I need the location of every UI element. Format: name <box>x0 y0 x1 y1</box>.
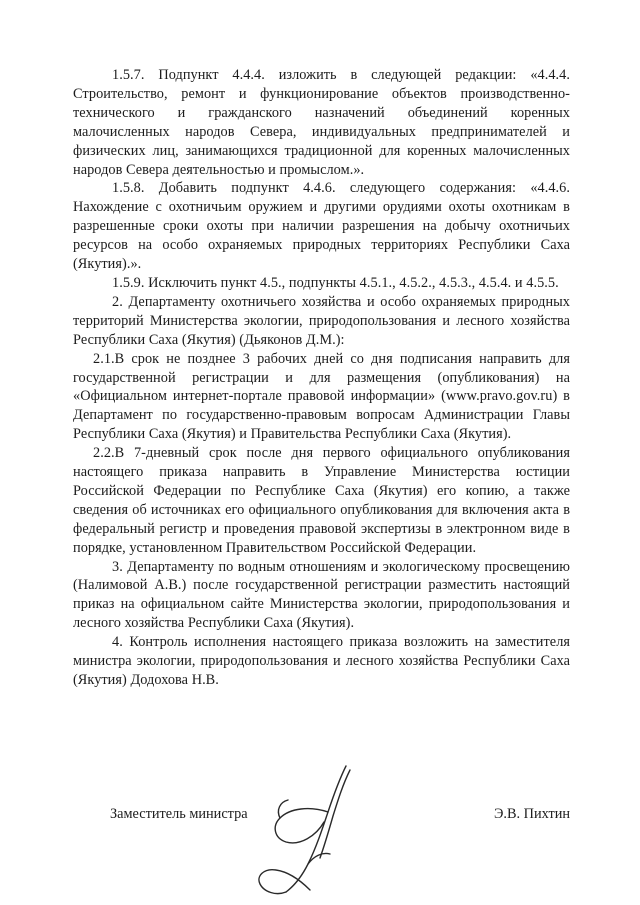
paragraph-1-5-9: 1.5.9. Исключить пункт 4.5., подпункты 4.5.1., 4.5.2., 4.5.3., 4.5.4. и 4.5.5. <box>112 274 559 291</box>
paragraph-2: 2. Департаменту охотничьего хозяйства и особо охраняемых природных территорий Министерства экологии, природопользования и лесного хозяйства Республики Саха (Якутия) (Дьяконов Д.М.): <box>73 293 570 348</box>
paragraph-3: 3. Департаменту по водным отношениям и экологическому просвещению (Налимовой А.В.) после государственной регистрации разместить настоящий приказ на официальном сайте Министерства экологии, природопользования и лесного хозяйства Республики Саха (Якутия). <box>73 558 570 632</box>
paragraph-1-5-7: 1.5.7. Подпункт 4.4.4. изложить в следующей редакции: «4.4.4. Строительство, ремонт и функционирование объектов производственно-технического и гражданского назначений объединений коренных малочисленных народов Севера, индивидуальных предпринимателей и физических лиц, занимающихся традиционной для коренных малочисленных народов Севера деятельностью и промыслом.». <box>73 67 570 178</box>
signatory-position: Заместитель министра <box>110 806 248 822</box>
handwritten-signature <box>250 760 380 900</box>
paragraph-1-5-8: 1.5.8. Добавить подпункт 4.4.6. следующего содержания: «4.4.6. Нахождение с охотничьим оружием и другими орудиями охоты охотникам в разрешенные сроки охоты при наличии разрешения на добычу охотничьих ресурсов на особо охраняемых природных территориях Республики Саха (Якутия).». <box>73 180 570 273</box>
signatory-name: Э.В. Пихтин <box>493 806 570 822</box>
paragraph-2-2: 2.2.В 7-дневный срок после дня первого официального опубликования настоящего приказа направить в Управление Министерства юстиции Российской Федерации по Республике Саха (Якутия) его копию, а также сведения об источниках его официального опубликования для включения акта в федеральный регистр и проведения правовой экспертизы в электронном виде в порядке, установленном Правительством Российской Федерации. <box>73 445 570 556</box>
paragraph-2-1: 2.1.В срок не позднее 3 рабочих дней со дня подписания направить для государственной регистрации и для размещения (опубликования) на «Официальном интернет-портале правовой информации» (www.pravo.gov.ru) в Департамент по государственно-правовым вопросам Администрации Главы Республики Саха (Якутия) и Правительства Республики Саха (Якутия). <box>73 350 570 443</box>
paragraph-4: 4. Контроль исполнения настоящего приказа возложить на заместителя министра экологии, природопользования и лесного хозяйства Республики Саха (Якутия) Додохова Н.В. <box>73 634 570 688</box>
document-body <box>73 66 570 690</box>
